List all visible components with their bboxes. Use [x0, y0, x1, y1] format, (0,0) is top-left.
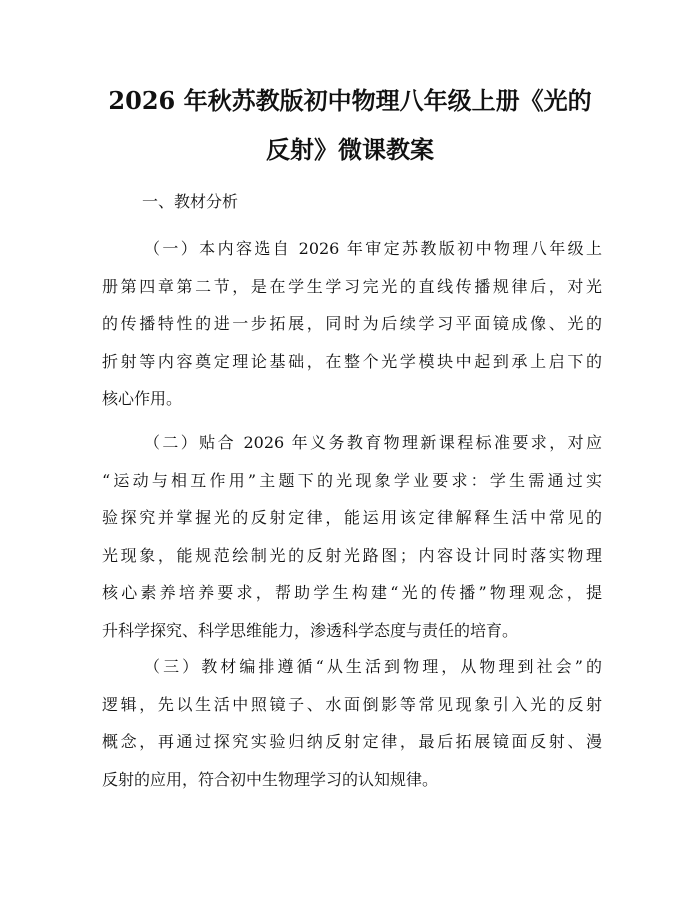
paragraph-line: 的传播特性的进一步拓展，同时为后续学习平面镜成像、光的 [102, 314, 602, 333]
paragraph-1 [102, 230, 602, 418]
section-heading: 一、教材分析 [142, 192, 239, 211]
paragraph-2 [102, 424, 602, 649]
document-title-line-1: 2026 年秋苏教版初中物理八年级上册《光的 [108, 86, 592, 115]
document-title-line-2: 反射》微课教案 [266, 135, 434, 164]
paragraph-3 [102, 648, 602, 798]
paragraph-line: 逻辑，先以生活中照镜子、水面倒影等常见现象引入光的反射 [102, 694, 602, 714]
paragraph-line: 反射的应用，符合初中生物理学习的认知规律。 [102, 769, 439, 789]
paragraph-line: 核心作用。 [102, 389, 183, 408]
paragraph-line: （三）教材编排遵循“从生活到物理，从物理到社会”的 [144, 657, 602, 676]
paragraph-line: 验探究并掌握光的反射定律，能运用该定律解释生活中常见的 [102, 508, 602, 527]
paragraph-line: “运动与相互作用”主题下的光现象学业要求：学生需通过实 [102, 470, 602, 490]
paragraph-line: （一）本内容选自 2026 年审定苏教版初中物理八年级上 [144, 239, 602, 258]
paragraph-line: 概念，再通过探究实验归纳反射定律，最后拓展镜面反射、漫 [102, 732, 602, 751]
paragraph-line: 册第四章第二节，是在学生学习完光的直线传播规律后，对光 [102, 276, 602, 296]
paragraph-line: 升科学探究、科学思维能力，渗透科学态度与责任的培育。 [102, 620, 519, 640]
paragraph-line: 折射等内容奠定理论基础，在整个光学模块中起到承上启下的 [102, 351, 602, 371]
paragraph-line: 核心素养培养要求，帮助学生构建“光的传播”物理观念，提 [102, 583, 602, 602]
paragraph-line: 光现象，能规范绘制光的反射光路图；内容设计同时落实物理 [102, 545, 602, 565]
paragraph-line: （二）贴合 2026 年义务教育物理新课程标准要求，对应 [144, 433, 602, 452]
